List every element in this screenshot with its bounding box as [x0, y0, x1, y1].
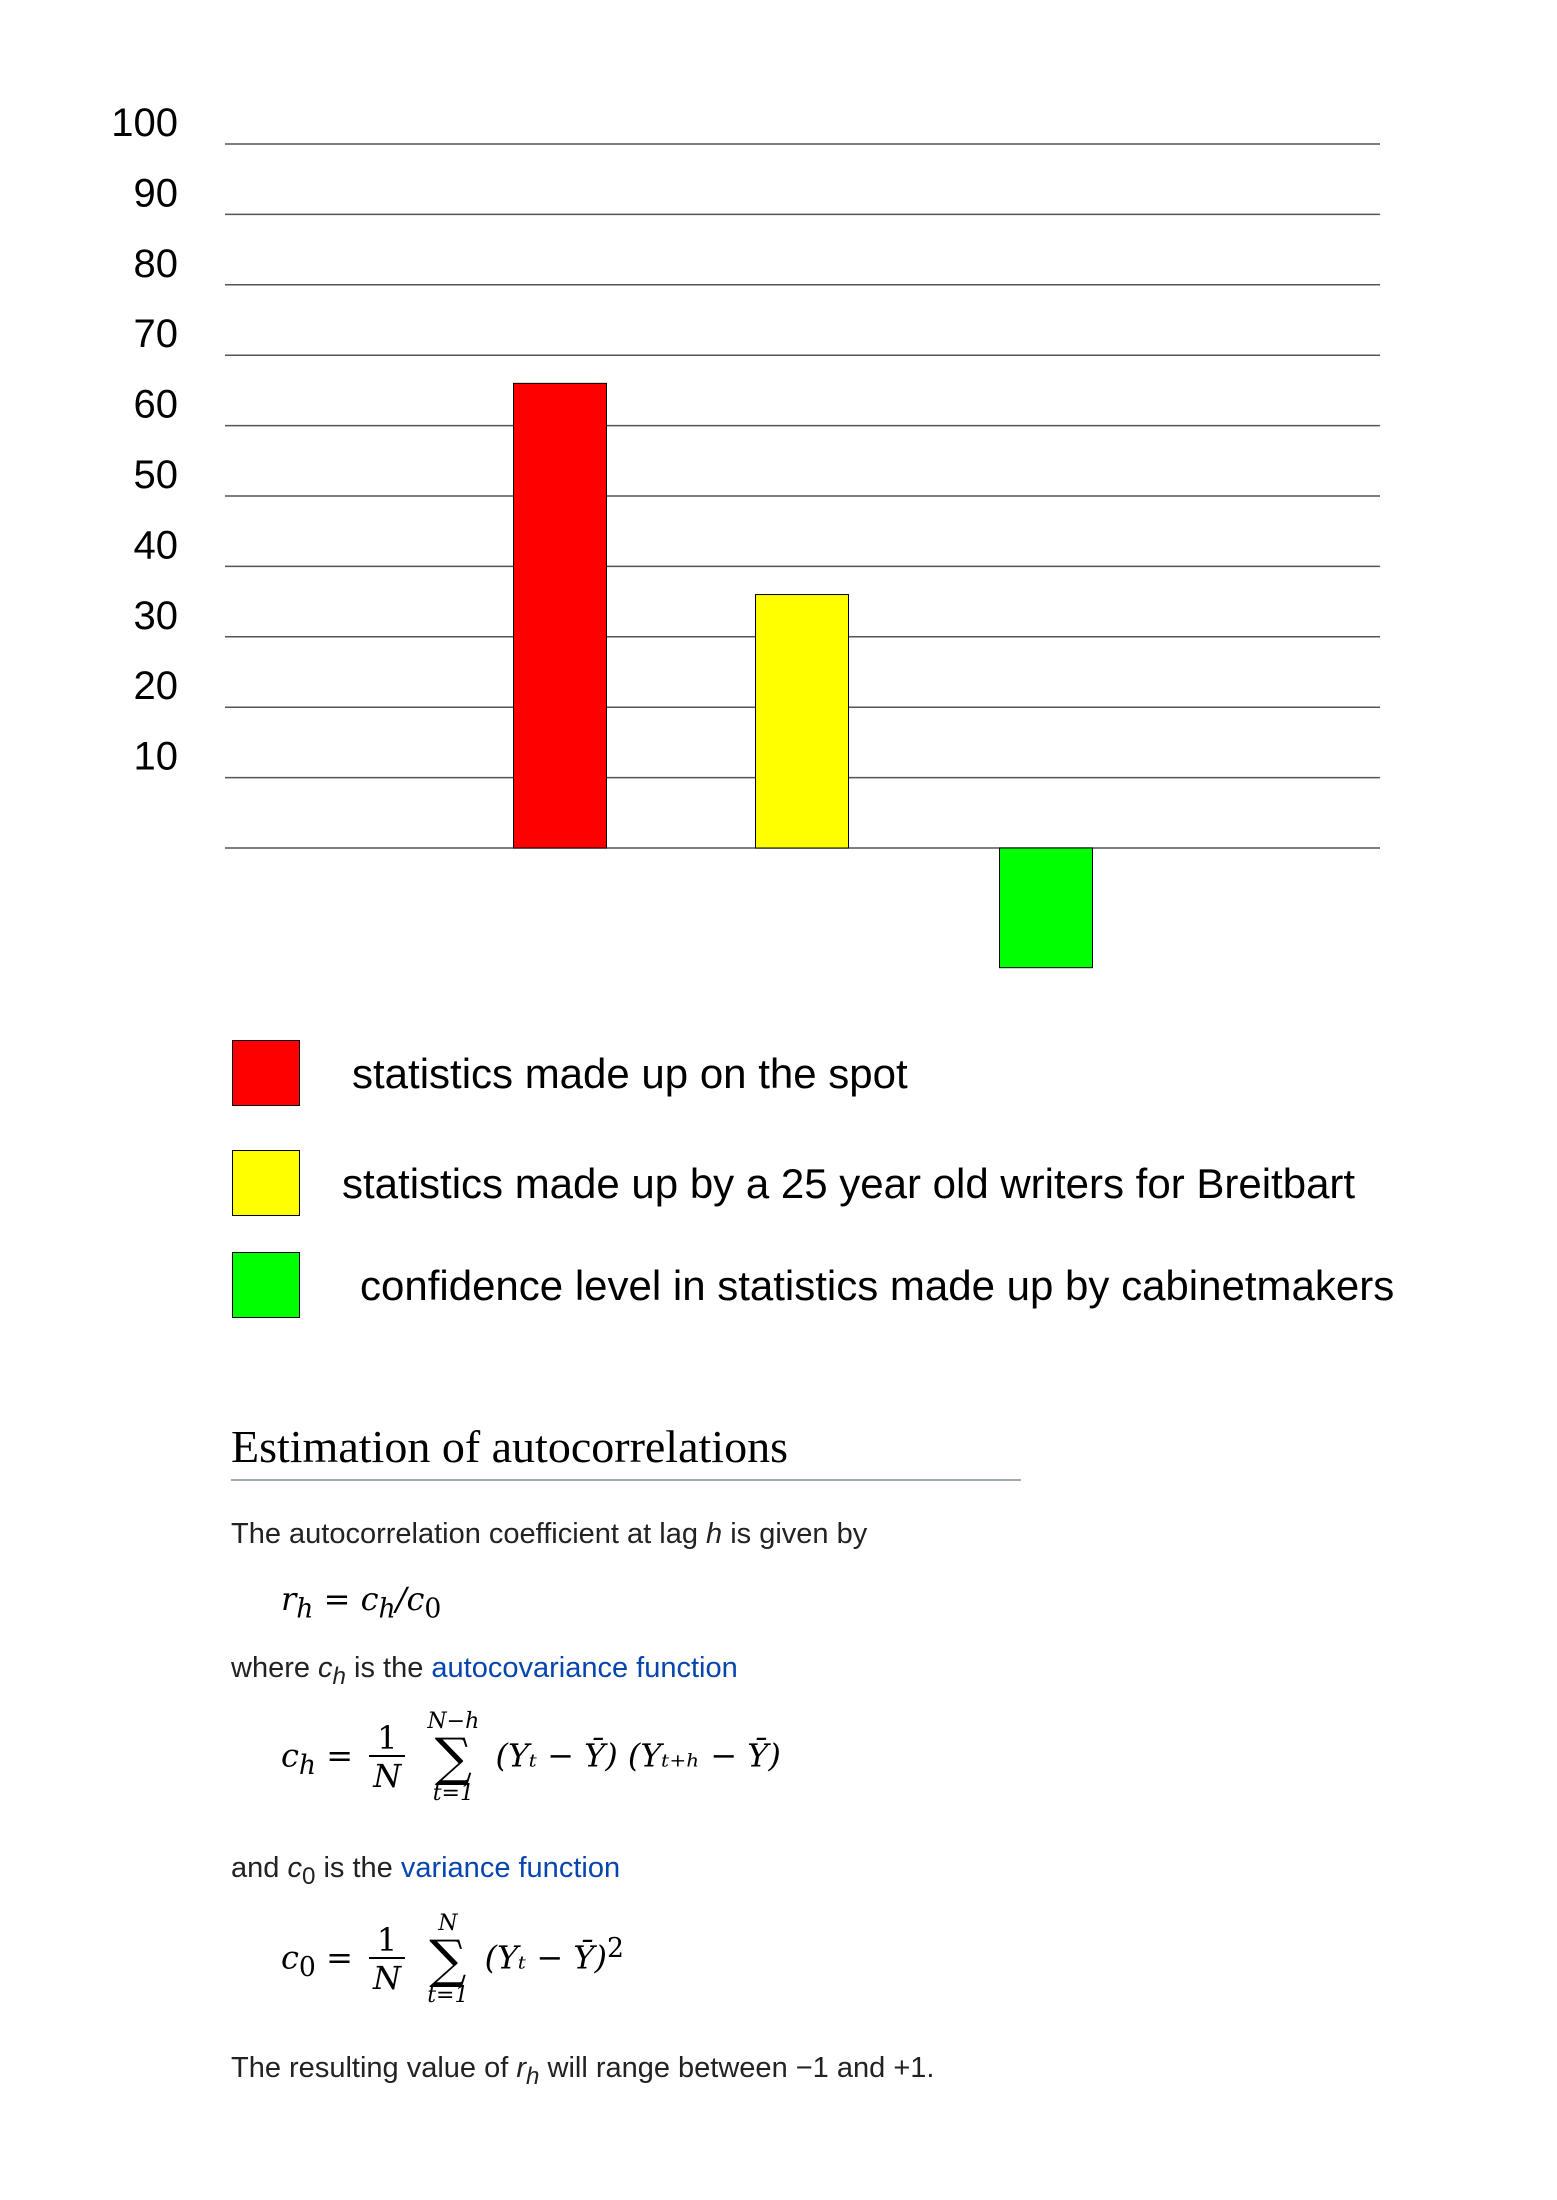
math-var: c	[281, 1736, 299, 1775]
math-body: (Yₜ − Ȳ)	[484, 1938, 607, 1977]
variance-link[interactable]: variance function	[400, 1852, 621, 1884]
y-tick-label: 100	[111, 101, 178, 145]
text: The resulting value of	[231, 2052, 517, 2084]
math-body: (Yₜ − Ȳ) (Yₜ₊ₕ − Ȳ)	[495, 1736, 781, 1775]
formula-ch	[281, 1710, 781, 1806]
text: will range between −1 and +1.	[539, 2052, 935, 2084]
math-power: 2	[606, 1932, 624, 1964]
legend-swatch-green	[232, 1252, 300, 1318]
legend-label: statistics made up by a 25 year old writers for Breitbart	[342, 1160, 1356, 1207]
paragraph-autocovariance	[231, 1652, 738, 1691]
variable-sub: h	[526, 2062, 540, 2090]
legend-swatch-yellow	[232, 1150, 300, 1216]
sigma-icon: ∑	[429, 1930, 467, 1990]
legend-label: confidence level in statistics made up by cabinetmakers	[360, 1262, 1395, 1309]
math-var: c	[281, 1938, 299, 1977]
text: is the	[315, 1852, 401, 1884]
fraction	[369, 1923, 405, 1997]
variable: c	[287, 1852, 302, 1884]
variable: r	[516, 2052, 526, 2084]
summation	[427, 1710, 479, 1806]
text: and	[231, 1852, 288, 1884]
bar	[756, 595, 849, 848]
y-tick-label: 10	[133, 734, 178, 779]
math-eq: =	[326, 1938, 353, 1977]
math-text: = c	[313, 1580, 379, 1618]
sum-upper: N−h	[427, 1709, 480, 1734]
y-tick-label: 60	[133, 382, 178, 427]
text: where	[231, 1652, 319, 1684]
variable: h	[706, 1518, 723, 1550]
formula-rh	[281, 1580, 441, 1624]
y-tick-label: 70	[133, 312, 178, 357]
formula-c0	[281, 1912, 624, 2008]
summation	[427, 1912, 468, 2008]
text: is the	[345, 1652, 432, 1684]
math-eq: =	[326, 1736, 354, 1775]
y-tick-label: 80	[133, 241, 178, 286]
math-text: /c	[395, 1580, 425, 1618]
math-sub: h	[298, 1749, 317, 1781]
variable: c	[318, 1652, 333, 1684]
bar	[514, 383, 607, 848]
legend-swatch-red	[232, 1040, 300, 1106]
sum-upper: N	[438, 1911, 458, 1936]
numerator: 1	[369, 1721, 405, 1757]
sum-lower: t=1	[427, 1983, 469, 2008]
y-tick-label: 20	[133, 664, 178, 709]
bar	[1000, 848, 1093, 968]
paragraph-range	[231, 2052, 934, 2091]
math-sub: 0	[424, 1593, 442, 1625]
y-tick-label: 90	[133, 171, 178, 216]
y-tick-label: 50	[133, 453, 178, 497]
variable-sub: h	[332, 1662, 346, 1690]
legend-item	[232, 1150, 1532, 1220]
legend-label: statistics made up on the spot	[352, 1050, 908, 1097]
math-sub: h	[296, 1593, 314, 1625]
sigma-icon: ∑	[434, 1728, 472, 1788]
math-sub: 0	[298, 1951, 316, 1983]
math-sub: h	[378, 1593, 396, 1625]
numerator: 1	[369, 1923, 405, 1959]
sum-lower: t=1	[432, 1781, 474, 1806]
denominator: N	[373, 1757, 402, 1795]
autocovariance-link[interactable]: autocovariance function	[431, 1652, 738, 1684]
math-var: r	[281, 1580, 297, 1618]
section-heading: Estimation of autocorrelations	[231, 1420, 1021, 1481]
fraction	[369, 1721, 405, 1795]
paragraph-lag	[231, 1518, 867, 1551]
paragraph-variance	[231, 1852, 620, 1891]
text: is given by	[722, 1518, 868, 1550]
y-tick-label: 40	[133, 523, 178, 568]
y-tick-label: 30	[133, 593, 178, 638]
denominator: N	[373, 1959, 402, 1997]
legend-item	[232, 1040, 1532, 1110]
legend-item	[232, 1252, 1532, 1322]
variable-sub: 0	[301, 1862, 316, 1890]
text: The autocorrelation coefficient at lag	[231, 1518, 707, 1550]
bar-chart	[0, 0, 1557, 1000]
